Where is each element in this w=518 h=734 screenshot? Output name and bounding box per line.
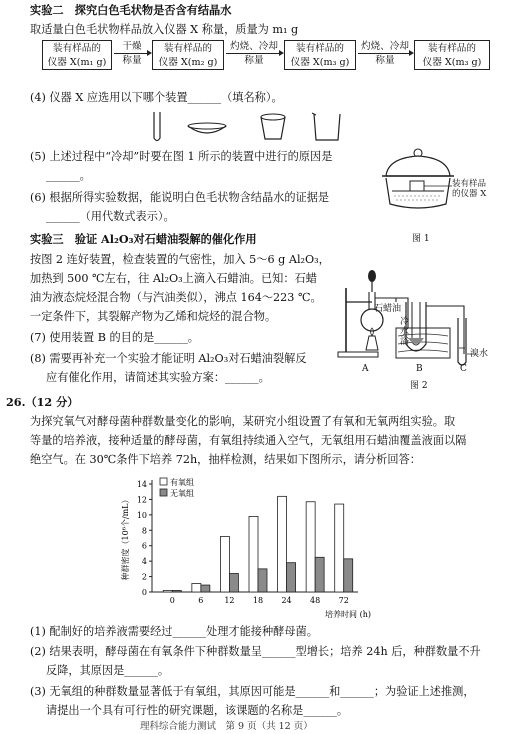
exp3-line1: 按图 2 连好装置，检查装置的气密性，加入 5～6 g Al₂O₃， xyxy=(30,253,330,266)
y-tick-label: 2 xyxy=(141,572,147,582)
question-5-line2: ______。 xyxy=(46,169,91,182)
legend-swatch xyxy=(160,489,167,496)
exp3-title: 实验三 验证 Al₂O₃对石蜡油裂解的催化作用 xyxy=(30,232,257,246)
question-5-line1: (5) 上述过程中“冷却”时要在图 1 所示的装置中进行的原因是 xyxy=(30,150,333,163)
question-4: (4) 仪器 X 应选用以下哪个装置______（填名称）。 xyxy=(30,91,283,104)
fig2-label-C: C xyxy=(460,364,467,374)
bar-aerobic xyxy=(306,502,315,592)
q26-question-1: (1) 配制好的培养液需要经过______处理才能接种酵母菌。 xyxy=(30,625,318,638)
q26-line1: 为探究氧气对酵母菌种群数量变化的影响，某研究小组设置了有氧和无氧两组实验。取 xyxy=(30,415,456,428)
bar-aerobic xyxy=(249,516,258,592)
exp2-intro: 取适量白色毛状物样品放入仪器 X 称量，质量为 m₁ g xyxy=(30,23,299,36)
bar-anaerobic xyxy=(229,573,238,592)
evaporating-dish-icon xyxy=(188,123,226,133)
question-8-line2: 应有催化作用，请简述其实验方案：______。 xyxy=(46,371,270,384)
bar-anaerobic xyxy=(258,569,267,592)
bar-aerobic xyxy=(163,590,172,592)
q26-line3: 绝空气。在 30℃条件下培养 72h，抽样检测，结果如下图所示，请分析回答： xyxy=(30,453,421,466)
fig1-caption: 图 1 xyxy=(412,234,430,244)
y-tick-label: 14 xyxy=(136,480,147,489)
fig2-label-cold-bath: 冷 水 浴 xyxy=(400,317,410,347)
fig2-caption: 图 2 xyxy=(410,381,428,391)
legend-swatch xyxy=(160,478,167,485)
y-tick-label: 10 xyxy=(136,510,147,520)
apparatus-options xyxy=(130,108,370,144)
y-tick-label: 8 xyxy=(141,526,147,536)
q26-line2: 等量的培养液，接种适量的酵母菌，有氧组持续通入空气，无氧组用石蜡油覆盖液面以隔 xyxy=(30,434,467,447)
bar-anaerobic xyxy=(201,585,210,592)
question-6-line1: (6) 根据所得实验数据，能说明白色毛状物含结晶水的证据是 xyxy=(30,191,330,204)
y-tick-label: 12 xyxy=(136,495,147,505)
flow-box-1: 装有样品的 仪器 X(m₁ g) xyxy=(42,40,112,70)
test-tube-icon xyxy=(154,112,160,141)
x-tick-label: 6 xyxy=(198,596,204,605)
question-8-line1: (8) 需要再补充一个实验才能证明 Al₂O₃对石蜡油裂解反 xyxy=(30,352,307,365)
exp3-line3: 油为液态烷烃混合物（与汽油类似），沸点 164～223 ℃。 xyxy=(30,291,322,304)
flow-arrow-2: 灼烧、冷却 称量 xyxy=(226,40,282,67)
crucible-icon xyxy=(261,114,285,139)
y-axis-label: 种群密度（10⁶个/mL） xyxy=(121,495,130,581)
exp2-title: 实验二 探究白色毛状物是否含有结晶水 xyxy=(30,3,232,17)
y-tick-label: 6 xyxy=(141,541,147,551)
fig1-label: 装有样品 的仪器 X xyxy=(452,179,487,199)
x-tick-label: 12 xyxy=(224,596,235,605)
x-axis-label: 培养时间 (h) xyxy=(325,610,371,619)
bar-aerobic xyxy=(335,504,344,592)
bar-anaerobic xyxy=(315,557,324,592)
fig2-label-paraffin: 石蜡油 xyxy=(374,304,402,314)
y-tick-label: 4 xyxy=(141,557,147,567)
flow-box-4: 装有样品的 仪器 X(m₃ g) xyxy=(414,40,490,70)
exp3-line2: 加热到 500 ℃左右，往 Al₂O₃上滴入石蜡油。已知：石蜡 xyxy=(30,272,317,285)
x-tick-label: 24 xyxy=(281,596,292,605)
fig2-label-bromine: 溴水 xyxy=(470,349,489,359)
x-tick-label: 0 xyxy=(169,596,175,605)
bar-anaerobic xyxy=(172,590,181,592)
q26-question-2-line1: (2) 结果表明，酵母菌在有氧条件下种群数量呈______型增长；培养 24h 后，种群数量不升 xyxy=(30,645,481,658)
beaker-icon xyxy=(312,113,340,140)
q26-question-3-line2: 请提出一个具有可行性的研究课题，该课题的名称是______。 xyxy=(46,704,349,717)
fig2-label-B: B xyxy=(416,364,423,374)
page-footer: 理科综合能力测试 第 9 页（共 12 页） xyxy=(140,721,313,732)
flow-arrow-3: 灼烧、冷却 称量 xyxy=(358,40,412,67)
bar-anaerobic xyxy=(287,563,296,592)
q26-head: 26.（12 分） xyxy=(6,395,79,409)
fig2-label-A: A xyxy=(362,364,369,374)
bar-aerobic xyxy=(278,496,287,592)
x-tick-label: 72 xyxy=(338,596,349,605)
yeast-population-chart xyxy=(118,474,378,622)
bar-anaerobic xyxy=(344,559,353,592)
exp3-line4: 一定条件下，其裂解产物为乙烯和烷烃的混合物。 xyxy=(30,310,277,323)
question-6-line2: ______（用代数式表示）。 xyxy=(46,210,175,223)
flow-box-2: 装有样品的 仪器 X(m₂ g) xyxy=(152,40,224,70)
x-tick-label: 18 xyxy=(252,596,264,605)
flow-box-3: 装有样品的 仪器 X(m₃ g) xyxy=(284,40,356,70)
q26-question-3-line1: (3) 无氧组的种群数量显著低于有氧组，其原因可能是______和______；为验证上述推测， xyxy=(30,685,475,698)
flow-arrow-1: 干燥 称量 xyxy=(114,40,150,67)
bar-aerobic xyxy=(192,584,201,592)
question-7: (7) 使用装置 B 的目的是______。 xyxy=(30,331,199,344)
x-tick-label: 48 xyxy=(310,596,321,605)
legend-label: 有氧组 xyxy=(170,478,194,487)
y-tick-label: 0 xyxy=(141,588,147,597)
legend-label: 无氧组 xyxy=(170,489,194,498)
q26-question-2-line2: 反降，其原因是______。 xyxy=(46,664,170,677)
bar-aerobic xyxy=(220,536,229,592)
